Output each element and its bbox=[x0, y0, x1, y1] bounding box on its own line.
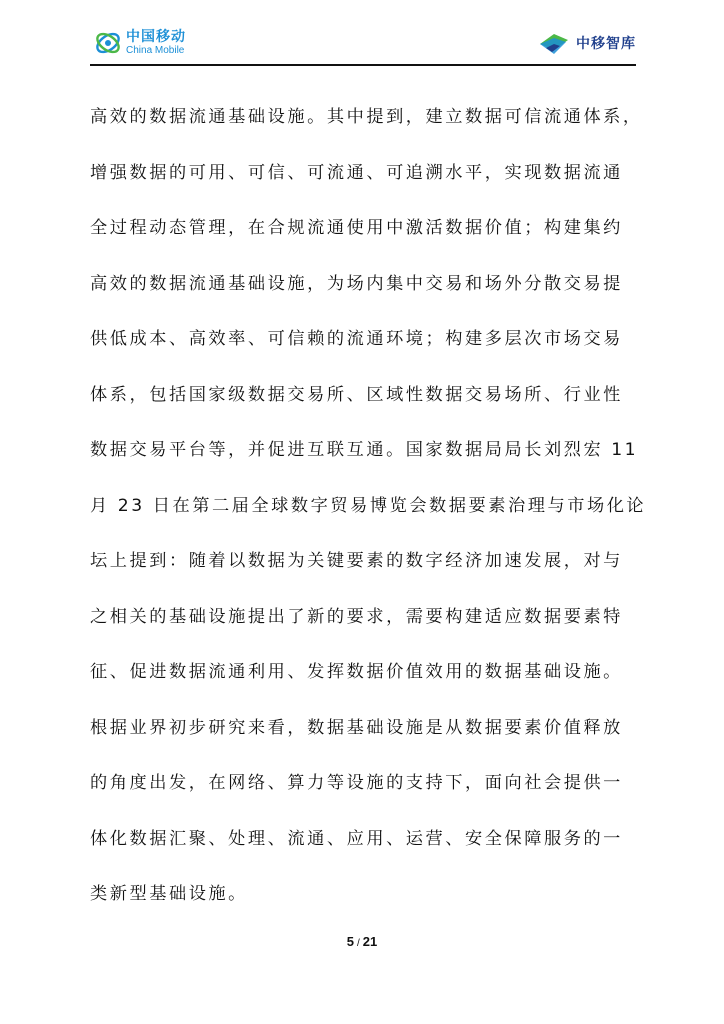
page-number bbox=[0, 934, 724, 949]
body-text bbox=[90, 99, 647, 932]
china-mobile-logo-en: China Mobile bbox=[126, 45, 185, 56]
body-line: 之相关的基础设施提出了新的要求，需要构建适应数据要素特 bbox=[90, 606, 623, 627]
body-line: 征、促进数据流通利用、发挥数据价值效用的数据基础设施。 bbox=[90, 662, 623, 682]
body-line: 高效的数据流通基础设施。其中提到，建立数据可信流通体系， bbox=[90, 107, 643, 127]
china-mobile-logo bbox=[94, 26, 186, 60]
header-divider bbox=[90, 64, 636, 66]
body-line: 根据业界初步研究来看，数据基础设施是从数据要素价值释放 bbox=[90, 717, 623, 738]
body-line: 供低成本、高效率、可信赖的流通环境；构建多层次市场交易 bbox=[90, 329, 623, 349]
body-line: 全过程动态管理，在合规流通使用中激活数据价值；构建集约 bbox=[90, 218, 623, 238]
body-line: 增强数据的可用、可信、可流通、可追溯水平，实现数据流通 bbox=[90, 162, 623, 183]
china-mobile-logo-icon bbox=[94, 29, 122, 57]
page-header bbox=[90, 22, 636, 66]
body-line: 类新型基础设施。 bbox=[90, 884, 248, 904]
china-mobile-logo-cn: 中国移动 bbox=[126, 29, 186, 45]
body-line: 高效的数据流通基础设施，为场内集中交易和场外分散交易提 bbox=[90, 273, 623, 294]
page-separator: / bbox=[356, 938, 360, 949]
body-line: 体化数据汇聚、处理、流通、应用、运营、安全保障服务的一 bbox=[90, 828, 623, 849]
cmcc-think-tank-logo-icon bbox=[538, 28, 570, 58]
body-line: 坛上提到：随着以数据为关键要素的数字经济加速发展，对与 bbox=[90, 551, 623, 571]
body-line: 体系，包括国家级数据交易所、区域性数据交易场所、行业性 bbox=[90, 384, 623, 405]
page-total: 21 bbox=[362, 934, 378, 949]
page-current: 5 bbox=[346, 934, 354, 949]
body-line: 月 23 日在第二届全球数字贸易博览会数据要素治理与市场化论 bbox=[90, 495, 647, 516]
cmcc-think-tank-logo-cn: 中移智库 bbox=[576, 36, 636, 52]
body-line: 的角度出发，在网络、算力等设施的支持下，面向社会提供一 bbox=[90, 773, 623, 793]
body-line: 数据交易平台等，并促进互联互通。国家数据局局长刘烈宏 11 bbox=[90, 440, 639, 460]
cmcc-think-tank-logo bbox=[538, 26, 636, 60]
